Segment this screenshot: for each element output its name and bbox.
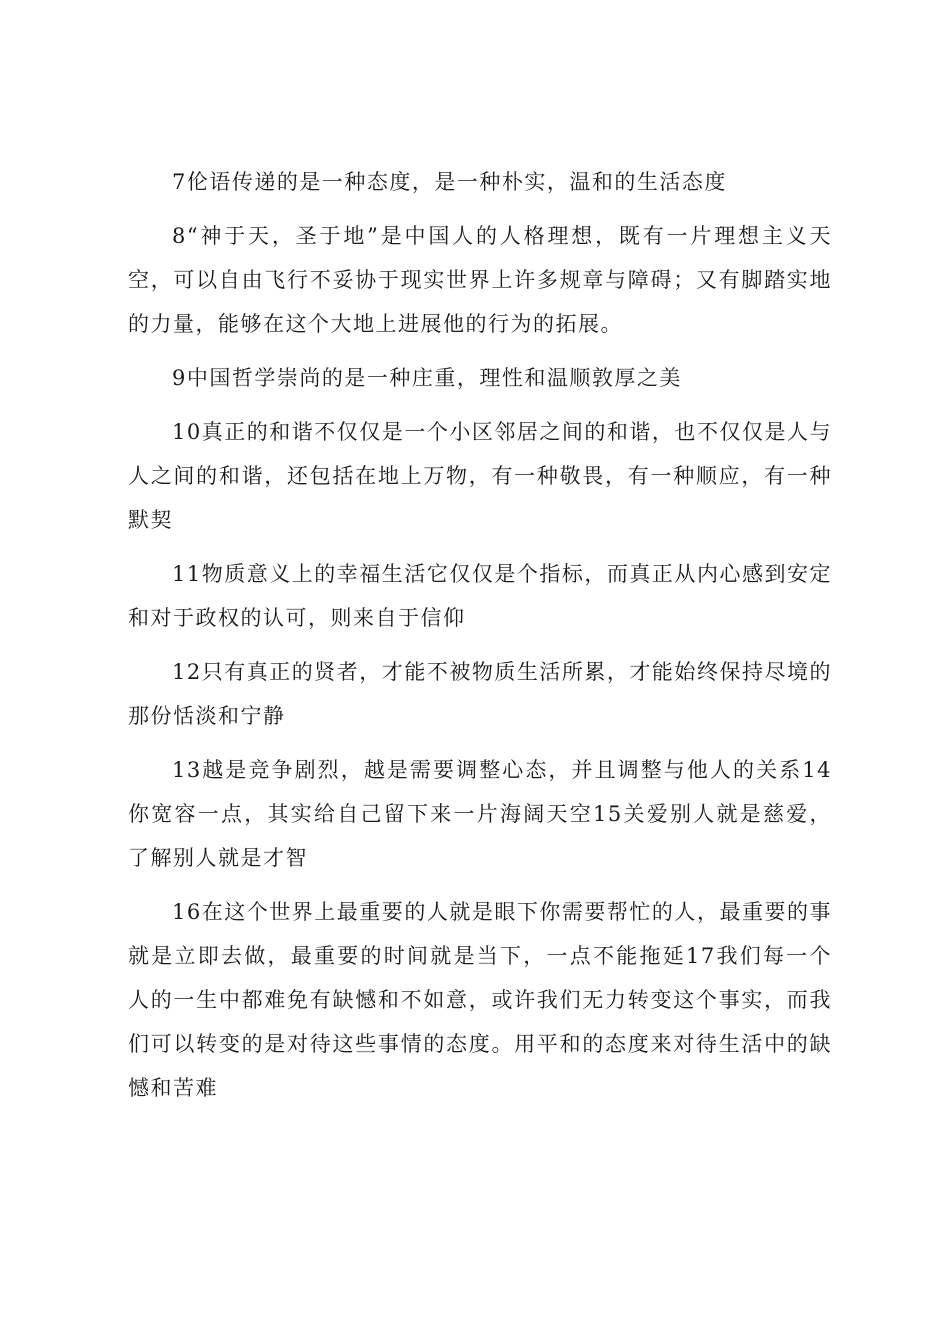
paragraph-12: 12只有真正的贤者，才能不被物质生活所累，才能始终保持尽境的那份恬淡和宁静 [128,660,832,728]
paragraph-9: 9中国哲学崇尚的是一种庄重，理性和温顺敦厚之美 [172,366,682,390]
document-body [128,160,832,1120]
paragraph-8: 8“神于天，圣于地”是中国人的人格理想，既有一片理想主义天空，可以自由飞行不妥协于现实世界上许多规章与障碍；又有脚踏实地的力量，能够在这个大地上进展他的行为的拓展。 [128,224,832,336]
paragraph-10: 10真正的和谐不仅仅是一个小区邻居之间的和谐，也不仅仅是人与人之间的和谐，还包括在地上万物，有一种敬畏，有一种顺应，有一种默契 [128,420,832,532]
paragraph-13-15: 13越是竞争剧烈，越是需要调整心态，并且调整与他人的关系14你宽容一点，其实给自己留下来一片海阔天空15关爱别人就是慈爱，了解别人就是才智 [128,758,832,870]
paragraph-16-17: 16在这个世界上最重要的人就是眼下你需要帮忙的人，最重要的事就是立即去做，最重要的时间就是当下，一点不能拖延17我们每一个人的一生中都难免有缺憾和不如意，或许我们无力转变这个事实，而我们可以转变的是对待这些事情的态度。用平和的态度来对待生活中的缺憾和苦难 [128,900,832,1100]
paragraph-11: 11物质意义上的幸福生活它仅仅是个指标，而真正从内心感到安定和对于政权的认可，则来自于信仰 [128,562,832,630]
paragraph-7: 7伦语传递的是一种态度，是一种朴实，温和的生活态度 [172,170,727,194]
